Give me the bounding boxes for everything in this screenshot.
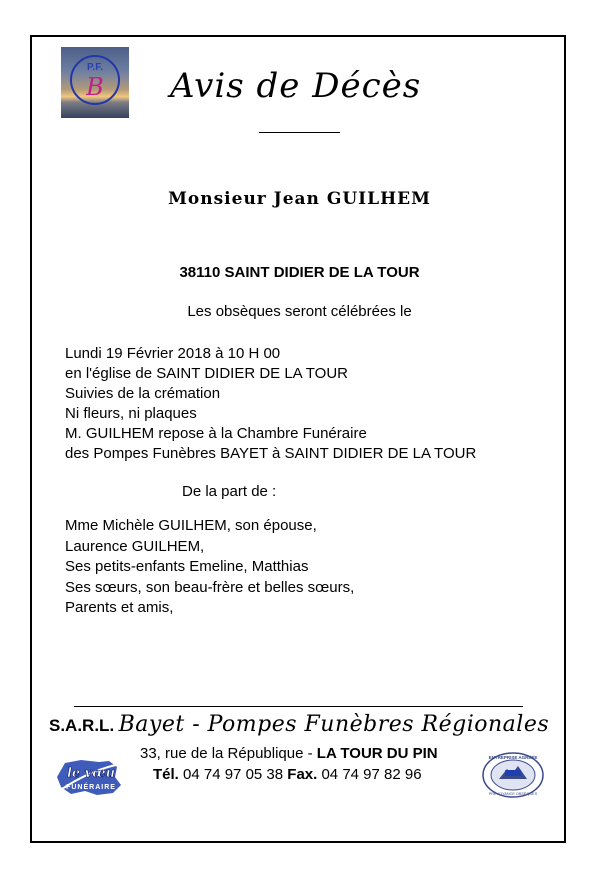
fax-label: Fax. [287, 766, 318, 783]
ceremony-line: Lundi 19 Février 2018 à 10 H 00 [65, 345, 281, 362]
family-line: Ses sœurs, son beau-frère et belles sœurs, [65, 578, 355, 596]
family-intro: De la part de : [182, 483, 277, 500]
seal-top-text: ENTREPRISE AGRÉÉE [488, 755, 538, 760]
company-address [140, 745, 438, 762]
ceremony-line: M. GUILHEM repose à la Chambre Funéraire [65, 425, 367, 442]
title-divider [259, 132, 340, 133]
family-line: Ses petits-enfants Emeline, Matthias [65, 558, 309, 575]
seal-badge [505, 770, 521, 776]
footer-divider [74, 706, 523, 707]
ceremony-line: des Pompes Funèbres BAYET à SAINT DIDIER DE LA TOUR [65, 445, 477, 462]
logo-pf-text: P.F. [87, 62, 103, 73]
le-voeu-text: le vœu [66, 766, 116, 781]
ceremony-line: Suivies de la crémation [65, 385, 221, 402]
deceased-city: 38110 SAINT DIDIER DE LA TOUR [179, 264, 420, 281]
entreprise-agreee-seal [481, 751, 545, 799]
logo-b-letter: B [86, 73, 104, 101]
ceremony-details [65, 344, 476, 464]
notice-title: Avis de Décès [170, 66, 422, 106]
deceased-name: Monsieur Jean GUILHEM [168, 189, 431, 209]
company-prefix: S.A.R.L. [49, 716, 115, 735]
company-name [49, 712, 549, 737]
family-line: Parents et amis, [65, 599, 174, 616]
le-voeu-funeraire-logo [51, 757, 131, 797]
family-line: Laurence GUILHEM, [65, 537, 205, 555]
company-script-name: Bayet - Pompes Funèbres Régionales [118, 712, 550, 737]
phone-label: Tél. [153, 766, 179, 783]
family-list [65, 516, 354, 619]
phone-number: 04 74 97 05 38 [178, 766, 288, 783]
ceremony-line: en l'église de SAINT DIDIER DE LA TOUR [65, 365, 348, 382]
address-town: LA TOUR DU PIN [316, 745, 438, 762]
company-phones [153, 766, 422, 783]
address-street: 33, rue de la République - [140, 745, 317, 762]
family-line: Mme Michèle GUILHEM, son épouse, [65, 517, 317, 534]
seal-bottom-text: PRÉVOYANCE OBSÈQUES [488, 792, 538, 796]
ceremony-intro: Les obsèques seront célébrées le [187, 303, 412, 320]
pf-bayet-logo [61, 47, 129, 118]
fax-number: 04 74 97 82 96 [317, 766, 422, 783]
funeraire-text: FUNÉRAIRE [66, 784, 116, 791]
ceremony-line: Ni fleurs, ni plaques [65, 405, 197, 422]
